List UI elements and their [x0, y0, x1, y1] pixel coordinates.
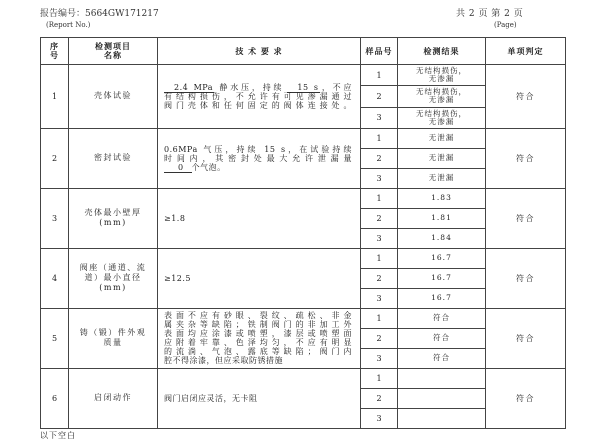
test-result	[398, 168, 486, 188]
test-result-line: 1.84	[431, 233, 452, 243]
sample-no: 2	[361, 86, 398, 107]
test-result	[398, 228, 486, 248]
sample-no: 1	[361, 128, 398, 148]
requirement-line: 的流淌、气泡、露底等缺陷；阀门内	[164, 347, 352, 357]
requirement-line: 阀门壳体和任何固定的阀体连接处。	[164, 100, 352, 110]
sample-no: 3	[361, 348, 398, 368]
requirement-text: 静水压，持续	[217, 82, 285, 92]
test-result	[398, 248, 486, 268]
item-requirement	[158, 308, 361, 368]
test-result-line: 符合	[433, 353, 450, 363]
test-result	[398, 368, 486, 388]
requirement-line: ≥1.8	[164, 213, 186, 223]
item-requirement	[158, 248, 361, 308]
item-name-line: 壳体最小壁厚	[84, 208, 142, 218]
requirement-line: 表面均应涂漆或喷塑，漆层或喷塑面	[164, 329, 352, 339]
table-row	[41, 308, 566, 328]
test-result-line: 16.7	[431, 253, 452, 263]
table-row	[41, 368, 566, 388]
item-name-line: 道）最小直径	[84, 273, 142, 283]
item-requirement	[158, 368, 361, 428]
sample-no: 2	[361, 268, 398, 288]
table-row	[41, 248, 566, 268]
test-result-line: 16.7	[431, 273, 452, 283]
item-name	[69, 368, 158, 428]
sample-no: 3	[361, 288, 398, 308]
test-result-line: 无渗漏	[428, 95, 455, 105]
requirement-line	[164, 83, 352, 92]
item-name	[69, 308, 158, 368]
item-judgment: 符合	[486, 368, 566, 428]
test-result-line: 无结构损伤，	[416, 108, 467, 118]
test-result-line: 无结构损伤，	[416, 66, 467, 76]
test-result	[398, 328, 486, 348]
item-no: 4	[41, 248, 69, 308]
item-name-line: 密封试验	[94, 153, 132, 163]
item-name-line: 启闭动作	[94, 393, 132, 403]
test-result	[398, 408, 486, 428]
item-judgment: 符合	[486, 248, 566, 308]
item-judgment: 符合	[486, 128, 566, 188]
test-result	[398, 107, 486, 128]
sample-no: 1	[361, 248, 398, 268]
item-judgment: 符合	[486, 188, 566, 248]
requirement-text: ，不应	[319, 82, 353, 92]
item-name-line: 壳体试验	[94, 91, 132, 101]
test-result-line: 1.83	[431, 193, 452, 203]
sample-no: 1	[361, 65, 398, 86]
test-result-line: 无泄漏	[428, 173, 455, 183]
item-judgment: 符合	[486, 308, 566, 368]
test-result	[398, 348, 486, 368]
sample-no: 1	[361, 308, 398, 328]
test-result-line: 无渗漏	[428, 74, 455, 84]
sample-no: 2	[361, 148, 398, 168]
test-result-line: 无渗漏	[428, 116, 455, 126]
sample-no: 2	[361, 388, 398, 408]
table-row	[41, 188, 566, 208]
header-no-line: 序	[50, 41, 59, 51]
requirement-line: 0.6MPa 气压，持续 15 s，在试验持续	[164, 144, 352, 154]
test-result	[398, 188, 486, 208]
header-item-name-line: 检测项目	[95, 41, 131, 51]
sample-no: 2	[361, 328, 398, 348]
requirement-line: 时间内，其密封处最大允许泄漏量	[164, 153, 352, 163]
test-result	[398, 308, 486, 328]
sample-no: 1	[361, 368, 398, 388]
requirement-line: ≥12.5	[164, 273, 192, 283]
test-result-line: 符合	[433, 313, 450, 323]
item-name	[69, 188, 158, 248]
header-item-name-line: 名称	[104, 50, 122, 60]
table-header-row	[41, 38, 566, 65]
test-result	[398, 388, 486, 408]
footer-note: 以下空白	[40, 431, 76, 440]
requirement-line: 阀门启闭应灵活，无卡阻	[164, 393, 258, 403]
item-no: 2	[41, 128, 69, 188]
item-name-line: 阀座（通道、流	[79, 263, 147, 273]
sample-no: 2	[361, 208, 398, 228]
test-result	[398, 65, 486, 86]
test-result-line: 无结构损伤，	[416, 87, 467, 97]
test-result-line: 无泄漏	[428, 133, 455, 143]
requirement-line: 应附着牢靠、色泽均匀，不应有明显	[164, 338, 352, 348]
requirement-line	[164, 163, 352, 172]
table-row	[41, 65, 566, 86]
test-results-table	[40, 37, 566, 429]
page-en-label: (Page)	[494, 21, 517, 29]
test-result-line: 1.81	[431, 213, 452, 223]
sample-no: 3	[361, 168, 398, 188]
item-name	[69, 248, 158, 308]
test-duration-value: 15 s	[287, 83, 319, 93]
max-leakage-value: 0	[164, 163, 192, 173]
item-judgment: 符合	[486, 65, 566, 129]
item-name-line: 质量	[103, 338, 123, 348]
item-requirement	[158, 128, 361, 188]
report-number-en-label: (Report No.)	[46, 21, 91, 29]
requirement-line: 属夹杂等缺陷；铁制阀门的非加工外	[164, 320, 352, 330]
item-name-line: 铸（锻）件外观	[79, 328, 147, 338]
test-result	[398, 128, 486, 148]
item-name-line: (mm)	[99, 283, 127, 293]
test-result	[398, 148, 486, 168]
requirement-line: 有结构损伤，不允许有可见渗漏通过	[164, 91, 352, 101]
header-requirement: 技 术 要 求	[158, 38, 361, 65]
header-result: 检测结果	[398, 38, 486, 65]
requirement-text: 个气泡。	[191, 162, 226, 172]
item-no: 5	[41, 308, 69, 368]
item-no: 1	[41, 65, 69, 129]
test-result-line: 16.7	[431, 293, 452, 303]
page-info: 共 2 页 第 2 页	[456, 9, 524, 19]
table-row	[41, 128, 566, 148]
requirement-line: 腔不得涂漆，但应采取防锈措施	[164, 356, 283, 366]
requirement-line: 表面不应有砂眼、裂纹、疏松、非金	[164, 311, 352, 321]
test-result	[398, 268, 486, 288]
sample-no: 3	[361, 107, 398, 128]
report-number: 报告编号：5664GW171217	[40, 9, 159, 19]
item-no: 3	[41, 188, 69, 248]
test-result-line: 无泄漏	[428, 153, 455, 163]
sample-no: 3	[361, 228, 398, 248]
item-name	[69, 128, 158, 188]
item-name-line: (mm)	[99, 218, 127, 228]
header-no	[41, 38, 69, 65]
item-name	[69, 65, 158, 129]
header-judgment: 单项判定	[486, 38, 566, 65]
test-result	[398, 86, 486, 107]
header-no-line: 号	[50, 50, 59, 60]
header-sample-no: 样品号	[361, 38, 398, 65]
test-result	[398, 288, 486, 308]
item-no: 6	[41, 368, 69, 428]
sample-no: 1	[361, 188, 398, 208]
test-result	[398, 208, 486, 228]
sample-no: 3	[361, 408, 398, 428]
test-pressure-value: 2.4 MPa	[164, 83, 214, 93]
test-result-line: 符合	[433, 333, 450, 343]
header-item-name	[69, 38, 158, 65]
item-requirement	[158, 65, 361, 129]
item-requirement	[158, 188, 361, 248]
